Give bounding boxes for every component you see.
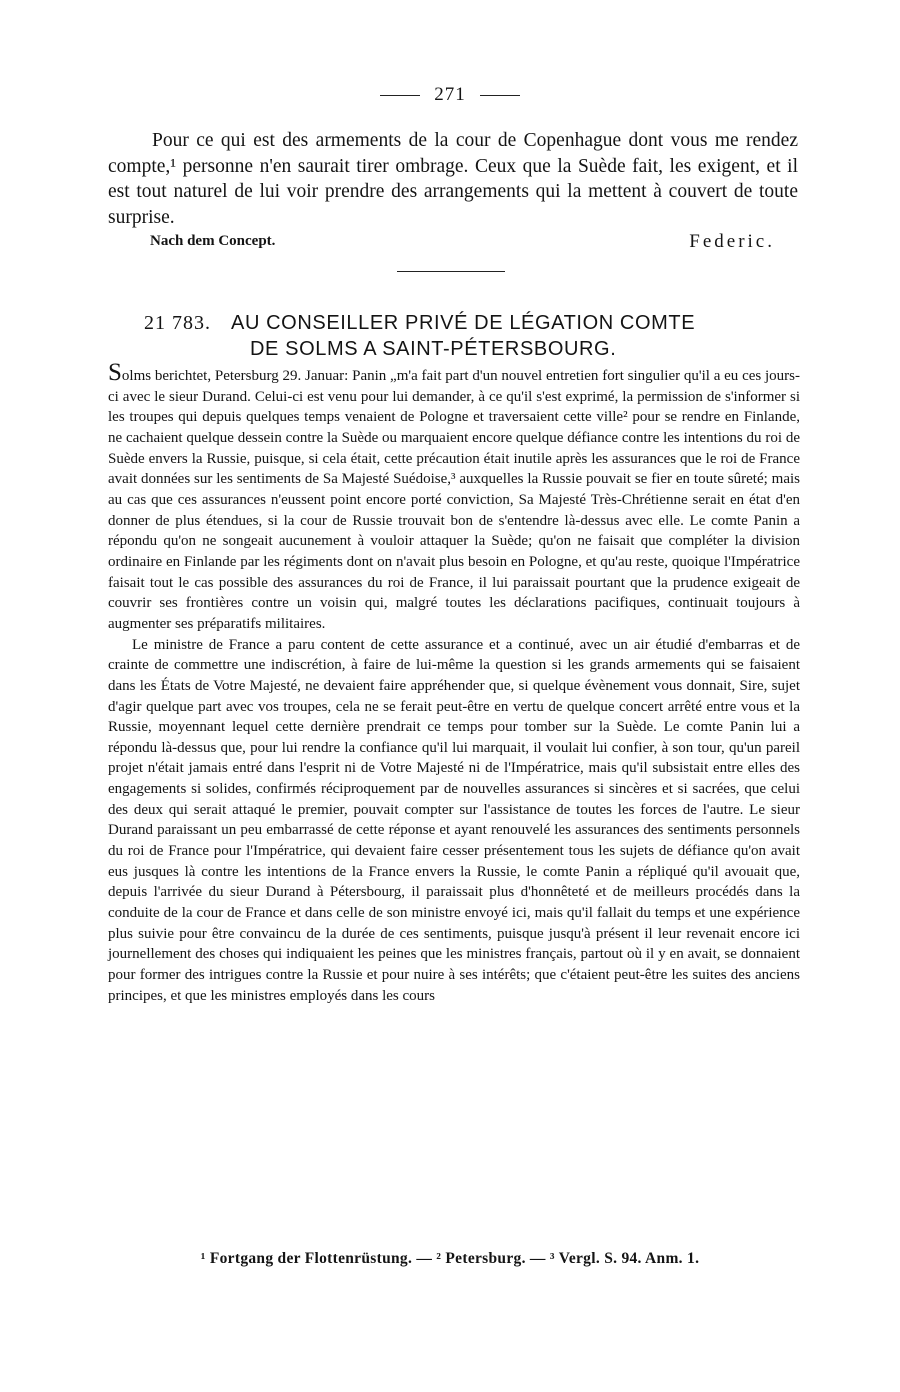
drop-cap: S — [108, 359, 122, 386]
signature: Federic. — [689, 231, 775, 252]
body-paragraph-2: Le ministre de France a paru content de cette assurance et a continué, avec un air étudié d'embarras et de crainte de commettre une indiscrétion, à faire de lui-même la question si les grands armements qui se faisaient dans les États de Votre Majesté, ne devaient faire appréhender que, si quelque évènement vous donnait, Sire, sujet d'agir quelque part avec vos troupes, cela ne se ferait peut-être en vertu de quelque concert arrêté entre vous et la Russie, moyennant lequel cette dernière prendrait ce temps pour tomber sur la Suède. Le comte Panin lui a répondu là-dessus que, pour lui rendre la confiance qu'il lui marquait, il voulait lui confier, à son tour, qu'un pareil projet n'était jamais entré dans l'esprit ni de Votre Majesté ni de l'Impératrice, mais qu'il subsistait entre elles des engagements si solides, confirmés réciproquement par de nouvelles assurances si sincères et si sacrées, que celui des deux qui serait attaqué le premier, pouvait compter sur l'assistance de toutes les forces de l'autre. Le sieur Durand paraissant un peu embarrassé de cette réponse et ayant renouvelé les assurances des sentiments personnels du roi de France pour l'Impératrice, qui devaient faire cesser présentement tous les sujets de défiance qu'on avait eus jusques là contre les intentions de la France envers la Russie, le comte Panin a répliqué qu'il avouait que, depuis l'arrivée du sieur Durand à Pétersbourg, il paraissait plus d'honnêteté et de meilleurs procédés dans la conduite de la cour de France et dans celle de son ministre envoyé ici, mais qu'il fallait du temps et une expérience plus suivie pour être convaincu de la durée de ces sentiments, puisque jusqu'à présent il leur revenait encore ici journellement des choses qui indiquaient les peines que les ministres français, partout où il y en avait, se donnaient pour former des intrigues contre la Russie et pour nuire à ses intérêts; que c'étaient peut-être les suites des anciens principes, et que les ministres employés dans les cours — [108, 636, 800, 1004]
footnotes: ¹ Fortgang der Flottenrüstung. — ² Petersburg. — ³ Vergl. S. 94. Anm. 1. — [200, 1250, 700, 1267]
running-header — [0, 84, 900, 106]
header-dash-left — [380, 95, 420, 96]
heading-line-2: DE SOLMS A SAINT-PÉTERSBOURG. — [250, 338, 617, 360]
section-divider — [397, 271, 505, 272]
page-number: 271 — [434, 84, 466, 105]
closing-paragraph: Pour ce qui est des armements de la cour de Copenhague dont vous me rendez compte,¹ personne n'en saurait tirer ombrage. Ceux que la Suède fait, les exigent, et il est tout naturel de lui voir prendre des arrangements qui la mettent à couvert de toute surprise. — [108, 130, 798, 228]
body-paragraph-1 — [108, 359, 800, 635]
previous-letter-ending — [108, 128, 798, 230]
heading-line-1: AU CONSEILLER PRIVÉ DE LÉGATION COMTE — [231, 312, 696, 334]
body-paragraph-1-text: olms berichtet, Petersburg 29. Januar: Panin „m'a fait part d'un nouvel entretien fort singulier qu'il a eu ces jours-ci avec le sieur Durand. Celui-ci est venu pour lui demander, à ce qu'il s'est exprimé, la permission de s'informer si les troupes qui depuis quelques temps venaient de Pologne et traversaient cette ville² pour se rendre en Finlande, ne cachaient quelque dessein contre la Suède ou marquaient encore quelque défiance contre les intentions du roi de Suède envers la Russie, puisque, si cela était, cette précaution était inutile après les assurances que le roi de France avait données sur les sentiments de Sa Majesté Suédoise,³ auxquelles la Russie pouvait se fier en toute sûreté; mais au cas que ces assurances n'eussent point encore porté conviction, Sa Majesté Très-Chrétienne serait en état d'en donner de plus étendues, si la cour de Russie trouvait bon de s'entendre là-dessus avec elle. Le comte Panin a répondu qu'on ne songeait aucunement à vouloir attaquer la Suède; qu'on ne faisait que compléter la division ordinaire en Finlande par les régiments dont on n'avait plus besoin en Pologne, et qu'au reste, quoique l'Impératrice faisait tout le cas possible des assurances du roi de France, il lui paraissait pourtant que la prudence exigeait de couvrir ses frontières contre un voisin qui, malgré toutes les déclarations pacifiques, continuait toujours à augmenter ses préparatifs militaires. — [108, 368, 800, 632]
letter-body — [108, 359, 800, 1006]
header-dash-right — [480, 95, 520, 96]
letter-heading — [108, 310, 798, 362]
signature-line — [150, 233, 775, 250]
source-note: Nach dem Concept. — [150, 233, 276, 249]
letter-number: 21 783. — [144, 312, 211, 334]
